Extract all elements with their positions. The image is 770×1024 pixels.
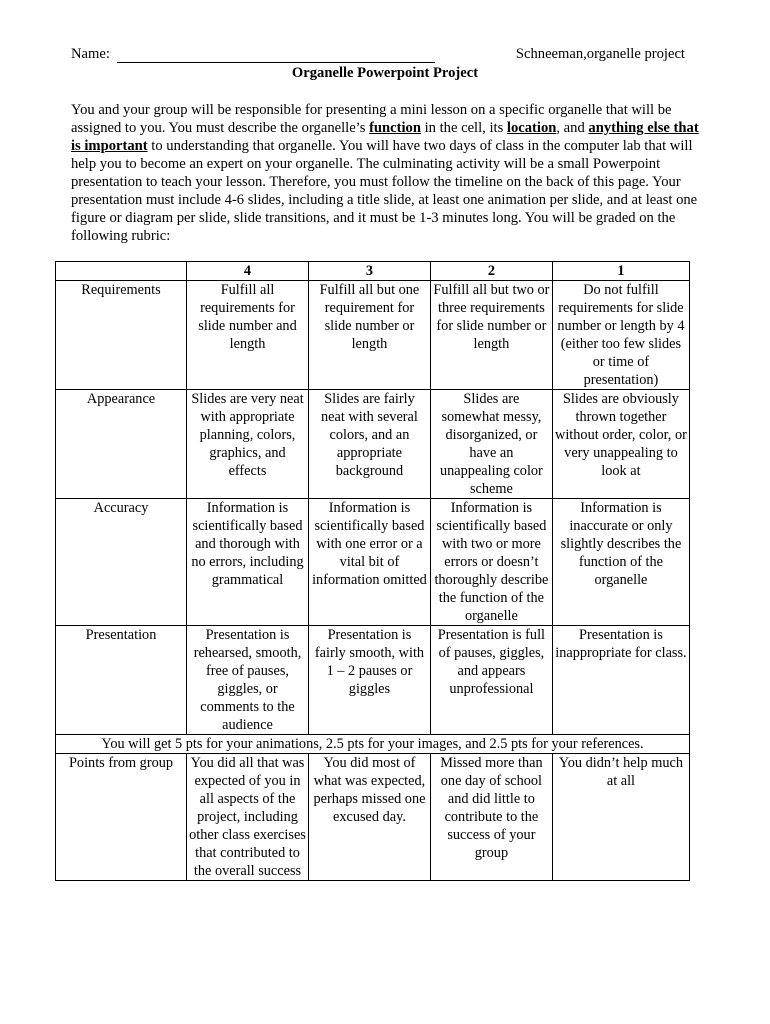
points-note-row xyxy=(56,735,690,754)
rubric-cell: Slides are obviously thrown together without order, color, or very unappealing to look at xyxy=(552,390,689,499)
rubric-cell: Fulfill all requirements for slide number and length xyxy=(187,281,309,390)
criterion-label: Appearance xyxy=(56,390,187,499)
rubric-cell: You did all that was expected of you in all aspects of the project, including other class exercises that contributed to the overall success xyxy=(187,754,309,881)
rubric-cell: Information is scientifically based and thorough with no errors, including grammatical xyxy=(187,499,309,626)
rubric-cell: Presentation is rehearsed, smooth, free of pauses, giggles, or comments to the audience xyxy=(187,626,309,735)
points-note: You will get 5 pts for your animations, 2.5 pts for your images, and 2.5 pts for your references. xyxy=(56,735,690,754)
rubric-cell: Presentation is full of pauses, giggles, and appears unprofessional xyxy=(430,626,552,735)
score-header: 4 xyxy=(187,262,309,281)
rubric-cell: Missed more than one day of school and did little to contribute to the success of your group xyxy=(430,754,552,881)
criterion-label: Points from group xyxy=(56,754,187,881)
rubric-cell: Presentation is inappropriate for class. xyxy=(552,626,689,735)
rubric-cell: Information is scientifically based with one error or a vital bit of information omitted xyxy=(308,499,430,626)
rubric-cell: Slides are very neat with appropriate planning, colors, graphics, and effects xyxy=(187,390,309,499)
rubric-row-accuracy xyxy=(56,499,690,626)
intro-text-1: You and your group will be responsible for presenting a mini lesson on a specific organelle that will be assigned to you. You must describe the organelle’s xyxy=(71,102,672,136)
name-label: Name: xyxy=(71,46,110,62)
rubric-row-group xyxy=(56,754,690,881)
intro-emphasis-location: location xyxy=(506,120,557,136)
rubric-cell: You didn’t help much at all xyxy=(552,754,689,881)
intro-text-2: in the cell, its xyxy=(420,120,507,136)
score-header: 1 xyxy=(552,262,689,281)
rubric-cell: Slides are somewhat messy, disorganized, or have an unappealing color scheme xyxy=(430,390,552,499)
rubric-row-appearance xyxy=(56,390,690,499)
criterion-label: Requirements xyxy=(56,281,187,390)
score-header: 3 xyxy=(308,262,430,281)
intro-text-4: to understanding that organelle. You will have two days of class in the computer lab that will help you to become an expert on your organelle. The culminating activity will be a small Powerpoint presentation to teach your lesson. Therefore, you must follow the timeline on the back of this page. Your presentation must include 4-6 slides, including a title slide, at least one animation per slide, and at least one figure or diagram per slide, slide transitions, and it must be 1-3 minutes long. You will be graded on the following rubric: xyxy=(71,138,698,244)
name-blank-line xyxy=(117,62,435,63)
rubric-cell: Information is inaccurate or only slightly describes the function of the organelle xyxy=(552,499,689,626)
intro-paragraph xyxy=(71,101,701,245)
score-header-row xyxy=(56,262,690,281)
rubric-row-requirements xyxy=(56,281,690,390)
intro-text-3: , and xyxy=(556,120,589,136)
criterion-label: Accuracy xyxy=(56,499,187,626)
rubric-cell: Fulfill all but one requirement for slide number or length xyxy=(308,281,430,390)
intro-emphasis-anything: anything else that is important xyxy=(71,120,699,154)
criterion-label: Presentation xyxy=(56,626,187,735)
rubric-cell: Slides are fairly neat with several colors, and an appropriate background xyxy=(308,390,430,499)
rubric-cell: Information is scientifically based with two or more errors or doesn’t thoroughly describe the function of the organelle xyxy=(430,499,552,626)
rubric-cell: Presentation is fairly smooth, with 1 – 2 pauses or giggles xyxy=(308,626,430,735)
header-row xyxy=(71,46,685,66)
blank-header-cell xyxy=(56,262,187,281)
page-title: Organelle Powerpoint Project xyxy=(291,65,479,81)
rubric-cell: You did most of what was expected, perhaps missed one excused day. xyxy=(308,754,430,881)
score-header: 2 xyxy=(430,262,552,281)
rubric-cell: Do not fulfill requirements for slide number or length by 4 (either too few slides or time of presentation) xyxy=(552,281,689,390)
project-reference: Schneeman,organelle project xyxy=(515,46,685,62)
rubric-row-presentation xyxy=(56,626,690,735)
rubric-table xyxy=(55,261,690,881)
intro-emphasis-function: function xyxy=(369,120,421,136)
rubric-cell: Fulfill all but two or three requirements for slide number or length xyxy=(430,281,552,390)
